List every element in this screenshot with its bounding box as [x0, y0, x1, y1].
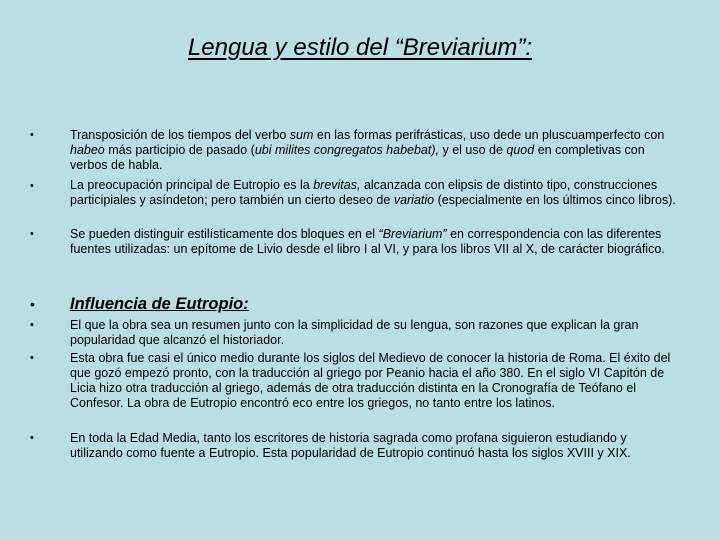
item-text — [70, 318, 682, 348]
italic-text: Influencia de Eutropio: — [70, 295, 249, 313]
item-text — [70, 351, 682, 411]
italic-text: variatio — [393, 193, 435, 207]
text-run: en completivas con verbos de habla. — [70, 143, 645, 172]
text-run: alcanzada con elipsis de distinto tipo, construcciones participiales y asíndeton; pero también un cierto deseo de — [70, 178, 658, 207]
italic-text: sum — [289, 128, 314, 142]
text-run: (especialmente en los últimos cinco libros). — [434, 193, 676, 207]
section-heading — [70, 294, 682, 314]
bullet-marker: • — [30, 319, 34, 331]
text-run: Transposición de los tiempos del verbo — [70, 128, 290, 142]
italic-text: habeo — [70, 143, 105, 157]
bullet-marker: • — [30, 180, 34, 192]
text-run: Se pueden distinguir estilísticamente dos bloques en el — [70, 227, 379, 241]
slide-title: Lengua y estilo del “Breviarium”: — [187, 34, 533, 61]
bullet-marker: • — [30, 228, 34, 240]
text-run: En toda la Edad Media, tanto los escritores de historia sagrada como profana siguieron estudiando y utilizando como fuente a Eutropio. Esta popularidad de Eutropio continuó hasta los siglos XVIII y XIX. — [70, 431, 631, 460]
text-run: La preocupación principal de Eutropio es la — [70, 178, 314, 192]
item-text — [70, 431, 682, 461]
text-run: en las formas perifrásticas, uso dede un pluscuamperfecto con — [313, 128, 665, 142]
item-text — [70, 128, 682, 173]
bullet-marker: • — [30, 129, 34, 141]
text-run: y el uso de — [439, 143, 507, 157]
item-text — [70, 227, 682, 257]
italic-text: brevitas, — [313, 178, 361, 192]
text-run: en correspondencia con las diferentes fuentes utilizadas: un epítome de Livio desde el libro I al VI, y para los libros VII al X, de carácter biográfico. — [70, 227, 665, 256]
bullet-marker: • — [30, 432, 34, 444]
bullet-marker: • — [30, 296, 35, 312]
italic-text: quod — [506, 143, 535, 157]
italic-text: ubi milites congregatos habebat), — [254, 143, 439, 157]
text-run: más participio de pasado ( — [104, 143, 255, 157]
text-run: Esta obra fue casi el único medio durante los siglos del Medievo de conocer la historia de Roma. El éxito del que gozó empezó pronto, con la traducción al griego por Peanio hacia el año 380. En el siglo VI Capitón de Licia hizo otra traducción al griego, además de otra traducción distinta en la Cronografía de Teófano el Confesor. La obra de Eutropio encontró eco entre los griegos, no tanto entre los latinos. — [70, 351, 671, 410]
item-text — [70, 178, 682, 208]
italic-text: “Breviarium” — [378, 227, 447, 241]
bullet-marker: • — [30, 352, 34, 364]
text-run: El que la obra sea un resumen junto con la simplicidad de su lengua, son razones que explican la gran popularidad que alcanzó el historiador. — [70, 318, 639, 347]
